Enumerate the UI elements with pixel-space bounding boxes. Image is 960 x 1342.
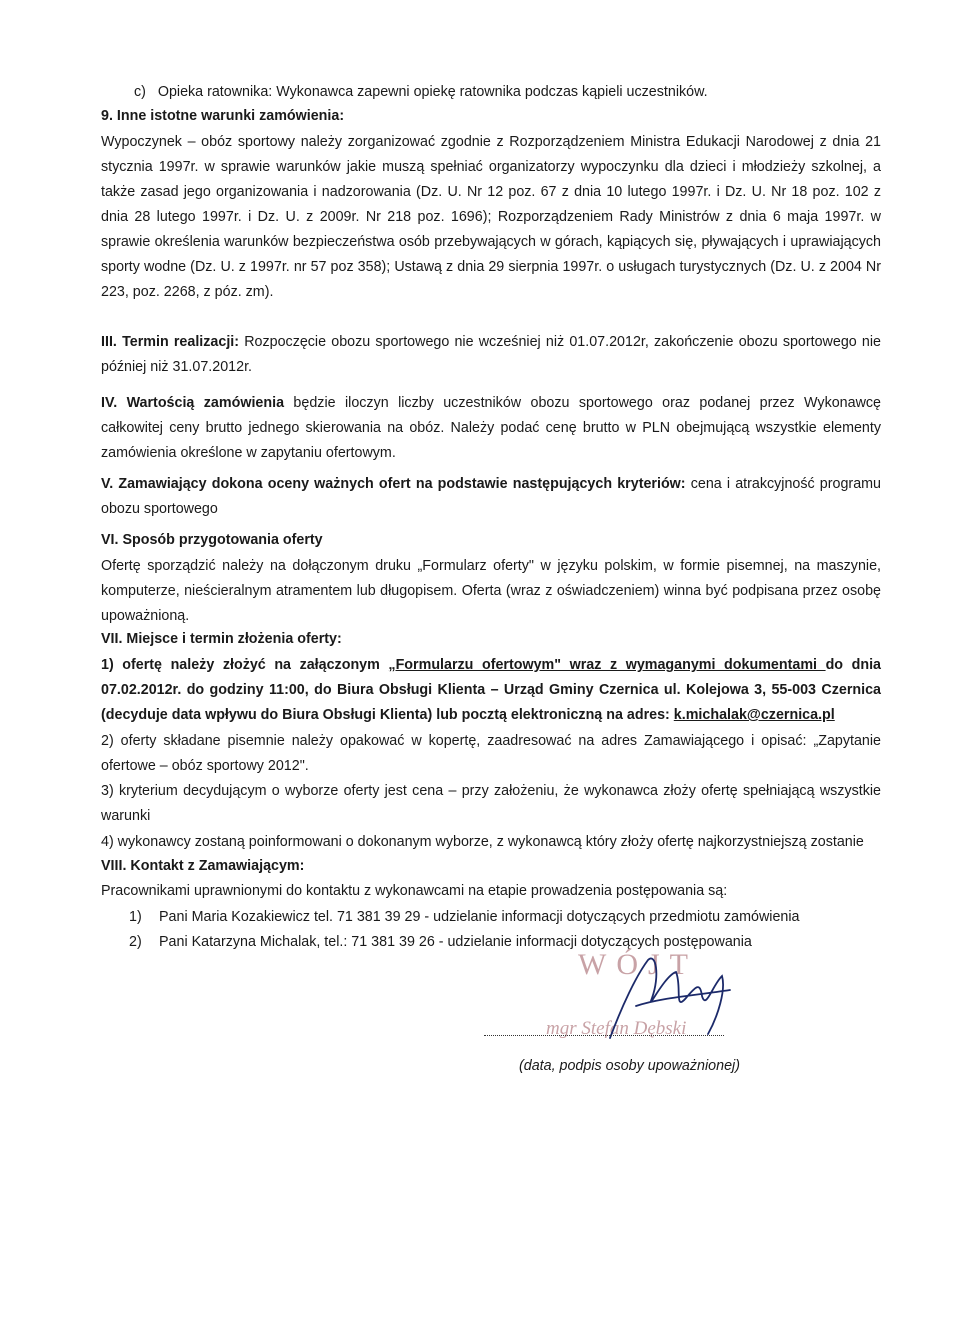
point-1-lead: 1) ofertę należy złożyć na załączonym (101, 657, 389, 673)
contact-2-number: 2) (129, 934, 142, 950)
signature-caption: (data, podpis osoby upoważnionej) (519, 1058, 740, 1074)
item-c-text: c) Opieka ratownika: Wykonawca zapewni opiekę ratownika podczas kąpieli uczestników. (134, 84, 708, 100)
section-7-heading: VII. Miejsce i termin złożenia oferty: (101, 631, 342, 647)
section-5-paragraph (101, 472, 881, 522)
section-7-point-1 (101, 653, 881, 728)
section-3-body: Rozpoczęcie obozu sportowego nie wcześniej niż 01.07.2012r, zakończenie obozu sportowego nie później niż 31.07.2012r. (101, 334, 881, 375)
section-4-heading: Wartością zamówienia (117, 395, 285, 411)
section-4-number: IV. (101, 395, 118, 411)
section-3-paragraph (101, 330, 881, 380)
stamp-name: mgr Stefan Dębski (546, 1018, 687, 1039)
section-9-body: Wypoczynek – obóz sportowy należy zorganizować zgodnie z Rozporządzeniem Ministra Edukacji Narodowej z dnia 21 stycznia 1997r. w sprawie warunków jakie muszą spełniać organizatorzy wypoczynku dla dzieci i młodzieży szkolnej, a także zasad jego organizowania i nadzorowania (Dz. U. Nr 12 poz. 67 z dnia 10 lutego 1997r. i Dz. U. Nr 18 poz. 102 z dnia 28 lutego 1997r. i Dz. U. z 2009r. Nr 218 poz. 1696); Rozporządzeniem Rady Ministrów z dnia 6 maja 1997r. w sprawie określenia warunków bezpieczeństwa osób przebywających w górach, kąpiących się, pływających i uprawiających sporty wodne (Dz. U. z 1997r. nr 57 poz 358); Ustawą z dnia 29 sierpnia 1997r. o usługach turystycznych (Dz. U. z 2004 Nr 223, poz. 2268, z póz. zm). (101, 134, 881, 300)
email-link[interactable]: k.michalak@czernica.pl (673, 707, 835, 723)
section-5-body: cena i atrakcyjność programu obozu sportowego (101, 476, 881, 517)
official-stamp-signature (540, 946, 740, 1046)
section-4-paragraph (101, 391, 881, 466)
section-6-heading: VI. Sposób przygotowania oferty (101, 532, 323, 548)
section-9-heading: 9. Inne istotne warunki zamówienia: (101, 108, 345, 124)
section-5-heading: V. Zamawiający dokona oceny ważnych ofert na podstawie następujących kryteriów: (101, 476, 686, 492)
section-8-intro: Pracownikami uprawnionymi do kontaktu z wykonawcami na etapie prowadzenia postępowania są: (101, 883, 728, 899)
section-7-point-3: 3) kryterium decydującym o wyborze oferty jest cena – przy założeniu, że wykonawca złoży ofertę spełniającą wszystkie warunki (101, 783, 881, 824)
section-3-heading: III. Termin realizacji: (101, 334, 240, 350)
item-c-opieka-ratownika (134, 80, 854, 105)
point-1-underlined: „Formularzu ofertowym" wraz z wymaganymi dokumentami (388, 657, 826, 673)
contact-1-text: Pani Maria Kozakiewicz tel. 71 381 39 29 - udzielanie informacji dotyczących przedmiotu zamówienia (159, 909, 800, 925)
section-6-body: Ofertę sporządzić należy na dołączonym druku „Formularz oferty" w języku polskim, w formie pisemnej, na maszynie, komputerze, nieścieralnym atramentem lub długopisem. Oferta (wraz z oświadczeniem) winna być podpisana przez osobę upoważnioną. (101, 558, 881, 624)
stamp-title: WÓJT (578, 948, 698, 981)
section-7-point-2: 2) oferty składane pisemnie należy opakować w kopertę, zaadresować na adres Zamawiającego i opisać: „Zapytanie ofertowe – obóz sportowy 2012". (101, 733, 881, 774)
contact-1-number: 1) (129, 909, 142, 925)
signature-dotted-line (484, 1034, 724, 1036)
section-4-body: będzie iloczyn liczby uczestników obozu sportowego oraz podanej przez Wykonawcę całkowitej ceny brutto jednego skierowania na obóz. Należy podać cenę brutto w PLN obejmującą wszystkie elementy zamówienia określone w zapytaniu ofertowym. (101, 395, 881, 461)
section-8-heading: VIII. Kontakt z Zamawiającym: (101, 858, 305, 874)
point-1-details: do dnia 07.02.2012r. do godziny 11:00, do Biura Obsługi Klienta – Urząd Gminy Czernica ul. Kolejowa 3, 55-003 Czernica (decyduje data wpływu do Biura Obsługi Klienta) lub pocztą elektroniczną na adres: (101, 657, 882, 723)
contact-2-text: Pani Katarzyna Michalak, tel.: 71 381 39 26 - udzielanie informacji dotyczących postępowania (159, 934, 752, 950)
section-7-point-4: 4) wykonawcy zostaną poinformowani o dokonanym wyborze, z wykonawcą który złoży ofertę najkorzystniejszą zostanie (101, 834, 864, 850)
